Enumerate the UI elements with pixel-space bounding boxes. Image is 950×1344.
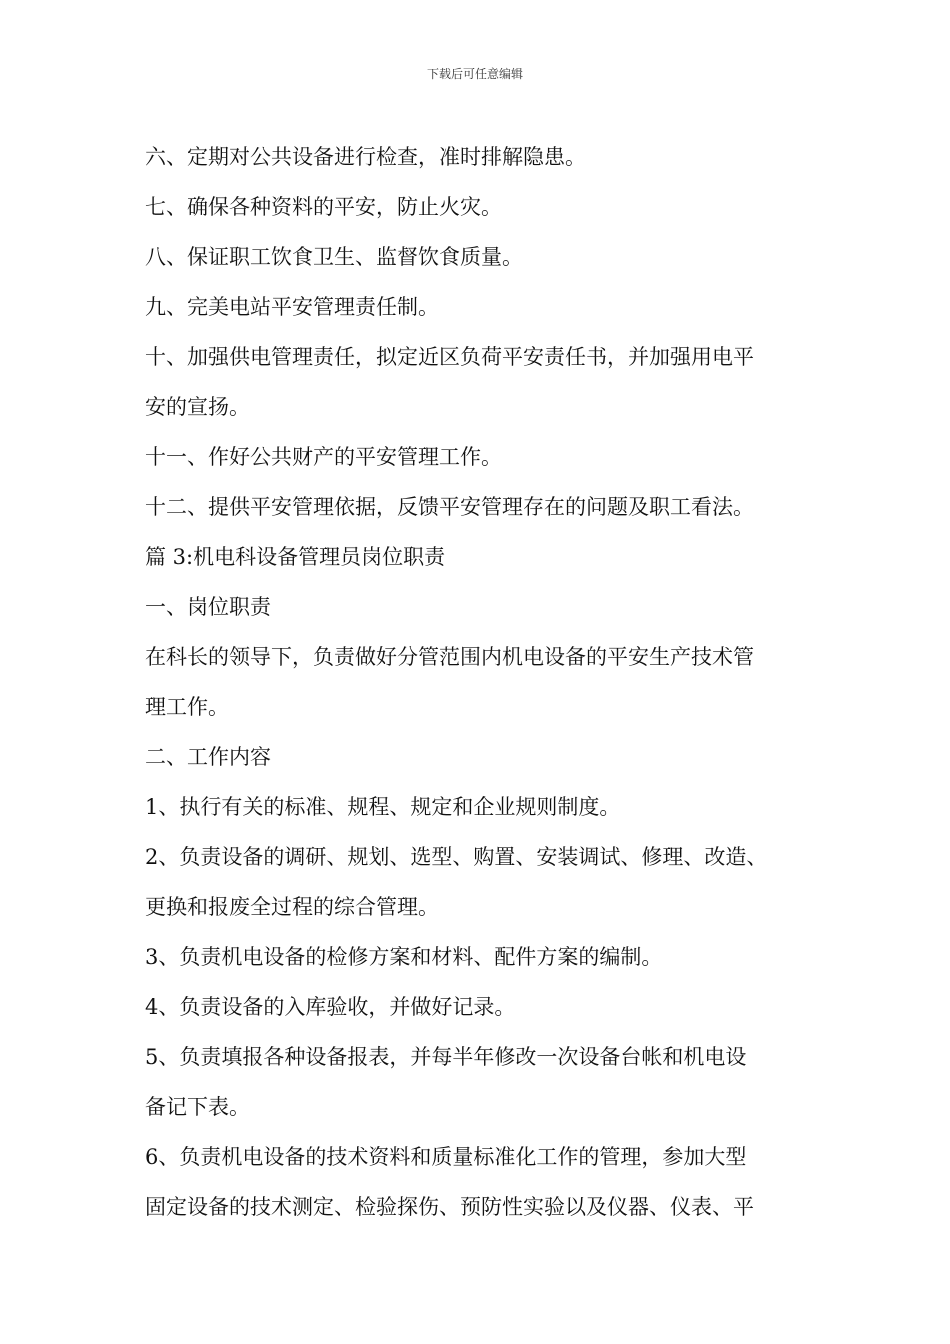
text-line: 八、保证职工饮食卫生、监督饮食质量。 <box>145 245 523 269</box>
text-line: 十二、提供平安管理依据，反馈平安管理存在的问题及职工看法。 <box>145 495 754 519</box>
text-line: 十一、作好公共财产的平安管理工作。 <box>145 445 502 469</box>
text-line: 十、加强供电管理责任，拟定近区负荷平安责任书，并加强用电平 <box>145 345 754 369</box>
text-line: 5、负责填报各种设备报表，并每半年修改一次设备台帐和机电设 <box>145 1045 747 1069</box>
text-line: 理工作。 <box>145 695 229 719</box>
text-line: 3、负责机电设备的检修方案和材料、配件方案的编制。 <box>145 945 663 969</box>
text-line: 安的宣扬。 <box>145 395 250 419</box>
text-line: 备记下表。 <box>145 1095 250 1119</box>
text-line: 二、工作内容 <box>145 745 271 769</box>
text-line: 2、负责设备的调研、规划、选型、购置、安装调试、修理、改造、 <box>145 845 768 869</box>
text-line: 一、岗位职责 <box>145 595 271 619</box>
section-title: 篇 3:机电科设备管理员岗位职责 <box>145 545 446 569</box>
page-header: 下载后可任意编辑 <box>426 67 523 81</box>
text-line: 在科长的领导下，负责做好分管范围内机电设备的平安生产技术管 <box>145 645 754 669</box>
text-line: 固定设备的技术测定、检验探伤、预防性实验以及仪器、仪表、平 <box>145 1195 754 1219</box>
text-line: 1、执行有关的标准、规程、规定和企业规则制度。 <box>145 795 621 819</box>
text-line: 更换和报废全过程的综合管理。 <box>145 895 439 919</box>
text-line: 七、确保各种资料的平安，防止火灾。 <box>145 195 502 219</box>
text-line: 6、负责机电设备的技术资料和质量标准化工作的管理，参加大型 <box>145 1145 747 1169</box>
document-body <box>145 132 825 1232</box>
text-line: 九、完美电站平安管理责任制。 <box>145 295 439 319</box>
text-line: 4、负责设备的入库验收，并做好记录。 <box>145 995 516 1019</box>
text-line: 六、定期对公共设备进行检查，准时排解隐患。 <box>145 145 586 169</box>
